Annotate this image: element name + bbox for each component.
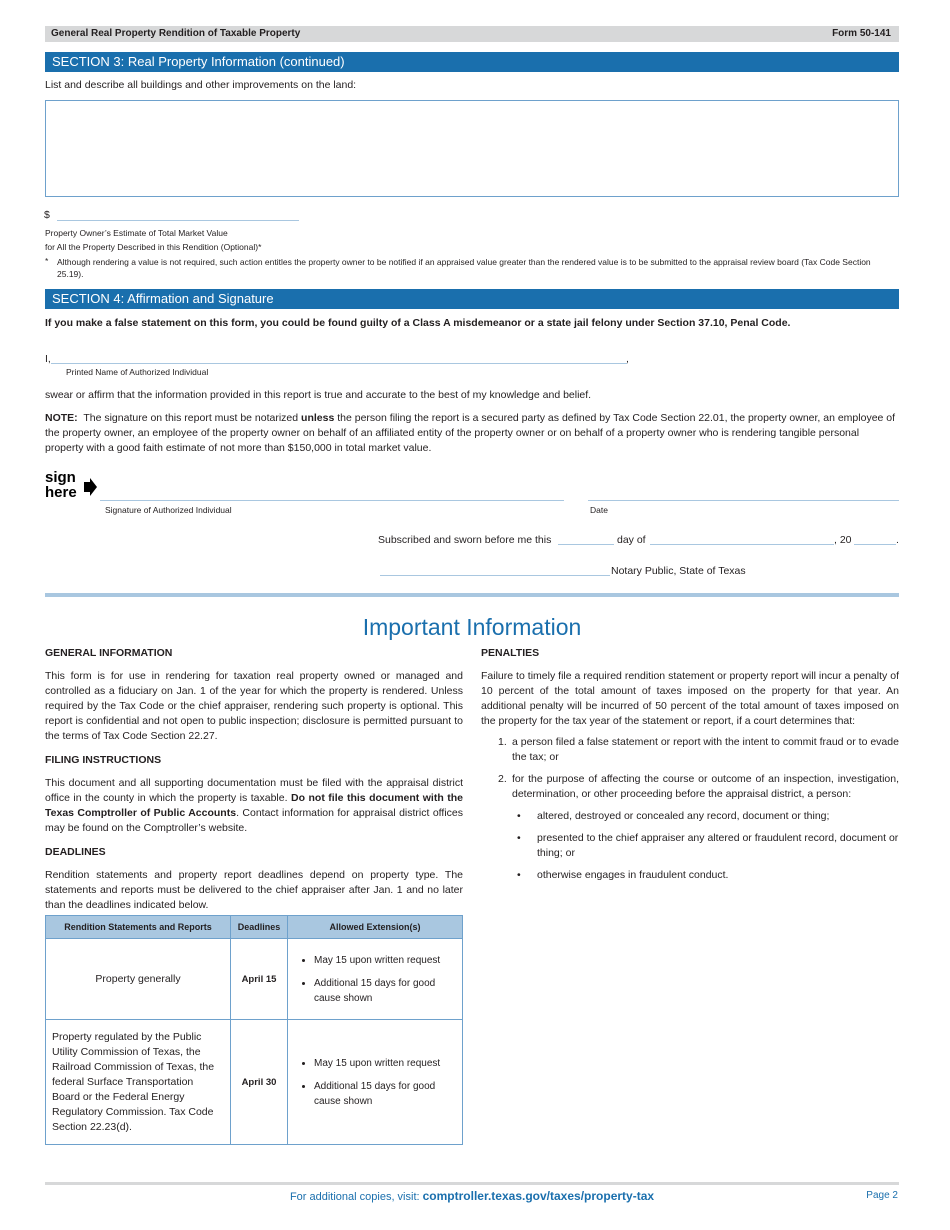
footer-copies: [0, 1189, 944, 1203]
month-input[interactable]: [650, 544, 834, 545]
penalty-bullet-text: altered, destroyed or concealed any record, document or thing;: [537, 810, 830, 822]
form-header: [45, 26, 899, 42]
market-value-label-line1: Property Owner’s Estimate of Total Market Value: [45, 228, 228, 238]
year-input[interactable]: [854, 544, 896, 545]
note-text-2: the person filing the report is a secured party as defined by Tax Code Section 22.01, the property owner, an employee of the property owner, an employee of the property owner on behalf of an affiliated entity of the property owner or on behalf of a property owner who is rendering tangible personal property with a good faith estimate of not more than $150,000 in total market value.: [45, 412, 896, 454]
signature-label: Signature of Authorized Individual: [105, 505, 232, 515]
improvements-textarea[interactable]: [45, 100, 899, 197]
table-header: Allowed Extension(s): [288, 916, 463, 939]
note-text-1: The signature on this report must be notarized: [83, 412, 299, 424]
sign-here-line1: sign: [45, 469, 76, 486]
penalty-text: a person filed a false statement or report with the intent to commit fraud or to evade the tax; or: [512, 736, 899, 763]
general-info-heading: GENERAL INFORMATION: [45, 647, 173, 659]
period: .: [896, 534, 899, 546]
table-header-row: [46, 916, 463, 939]
filing-bold: Do not file this document with the Texas Comptroller of Public Accounts: [45, 792, 464, 819]
table-header: Rendition Statements and Reports: [46, 916, 231, 939]
filing-text-1: This document and all supporting documentation must be filed with the appraisal district office in the county in which the property is taxable.: [45, 777, 463, 804]
notary-label: Notary Public, State of Texas: [611, 565, 746, 577]
penalty-bullet: [481, 809, 899, 824]
extension-item: • May 15 upon written request: [314, 953, 456, 968]
deadlines-text: Rendition statements and property report deadlines depend on property type. The statements and reports must be delivered to the chief appraiser after Jan. 1 and no later than the deadlines indicated below.: [45, 869, 463, 911]
currency-symbol: $: [44, 209, 50, 221]
note-bold: unless: [301, 412, 335, 424]
signature-input[interactable]: [100, 500, 564, 501]
penalty-text: for the purpose of affecting the course or outcome of an inspection, investigation, determination, or other proceeding before the appraisal district, a person:: [512, 773, 899, 800]
false-statement-warning: If you make a false statement on this form, you could be found guilty of a Class A misdemeanor or a state jail felony under Section 37.10, Penal Code.: [45, 317, 791, 329]
comptroller-link[interactable]: comptroller.texas.gov/taxes/property-tax: [422, 1189, 655, 1203]
printed-name-input[interactable]: [51, 363, 627, 364]
year-prefix: , 20: [834, 534, 852, 546]
extension-item: • May 15 upon written request: [314, 1056, 456, 1071]
subscribed-text: Subscribed and sworn before me this: [378, 534, 552, 546]
notary-note: [45, 411, 899, 456]
filing-instructions-text: [45, 776, 463, 836]
penalty-item: [481, 735, 899, 765]
form-number: Form 50-141: [832, 28, 891, 39]
deadline-cell: April 15: [231, 939, 288, 1020]
penalty-bullet: [481, 868, 899, 883]
market-value-input[interactable]: [57, 220, 299, 221]
extensions-cell: [288, 1020, 463, 1145]
general-info-text: This form is for use in rendering for taxation real property owned or managed and controlled as a fiduciary on Jan. 1 of the year for which the property is rendered. Unless required by the Tax Code or the chief appraiser, rendering such property is optional. This report is confidential and not open to public inspection; disclosure is permitted pursuant to the terms of Tax Code Section 22.27.: [45, 670, 463, 742]
i-label: I,: [45, 353, 51, 365]
printed-name-comma: ,: [626, 353, 629, 365]
swear-text: swear or affirm that the information provided in this report is true and accurate to the best of my knowledge and belief.: [45, 389, 592, 401]
section3-header: [45, 52, 899, 72]
right-column: [481, 647, 899, 883]
extensions-cell: [288, 939, 463, 1020]
bullet-icon: •: [517, 869, 521, 881]
sign-here-marker: [45, 470, 77, 500]
deadlines-heading: DEADLINES: [45, 846, 106, 858]
bullet-icon: •: [517, 810, 521, 822]
improvements-label: List and describe all buildings and other improvements on the land:: [45, 79, 357, 91]
market-value-label-line2: for All the Property Described in this Rendition (Optional)*: [45, 242, 262, 252]
market-value-label: [45, 226, 261, 254]
notary-signature-input[interactable]: [380, 575, 610, 576]
extension-item: • Additional 15 days for good cause shown: [314, 1079, 456, 1109]
arrow-right-icon: [84, 478, 98, 496]
penalties-heading: PENALTIES: [481, 647, 540, 659]
penalty-item: [481, 772, 899, 802]
footer-rule: [45, 1182, 899, 1185]
footnote-mark: *: [45, 256, 49, 266]
statement-cell: Property regulated by the Public Utility Commission of Texas, the Railroad Commission of Texas, the federal Surface Transportation Board or the Federal Energy Regulatory Commission. Tax Code Section 22.23(d).: [46, 1020, 231, 1145]
section-divider: [45, 593, 899, 597]
deadlines-table: [45, 915, 463, 1145]
deadline-cell: April 30: [231, 1020, 288, 1145]
penalty-bullet: [481, 831, 899, 861]
penalty-list: [481, 735, 899, 883]
section4-title: SECTION 4: Affirmation and Signature: [52, 291, 274, 306]
form-title: General Real Property Rendition of Taxable Property: [51, 28, 301, 39]
day-input[interactable]: [558, 544, 614, 545]
bullet-icon: •: [517, 832, 521, 844]
date-label: Date: [590, 505, 608, 515]
table-row: [46, 939, 463, 1020]
extension-item: • Additional 15 days for good cause shown: [314, 976, 456, 1006]
footnote-text: Although rendering a value is not required, such action entitles the property owner to be notified if an appraised value greater than the rendered value is to be submitted to the appraisal review board (Tax Code Section 25.19).: [57, 257, 871, 279]
section3-title: SECTION 3: Real Property Information (continued): [52, 54, 345, 69]
sign-here-line2: here: [45, 484, 77, 501]
printed-name-label: Printed Name of Authorized Individual: [66, 367, 209, 377]
left-column: [45, 647, 463, 913]
filing-instructions-heading: FILING INSTRUCTIONS: [45, 754, 162, 766]
penalty-number: 2.: [498, 773, 507, 785]
penalty-bullet-text: otherwise engages in fraudulent conduct.: [537, 869, 729, 881]
penalty-bullet-text: presented to the chief appraiser any altered or fraudulent record, document or thing; or: [537, 832, 899, 859]
filing-text-2: . Contact information for appraisal district offices may be found on the Comptroller’s website.: [45, 807, 464, 834]
page-number: Page 2: [866, 1190, 898, 1201]
statement-cell: Property generally: [46, 939, 231, 1020]
table-row: [46, 1020, 463, 1145]
date-input[interactable]: [588, 500, 899, 501]
table-header: Deadlines: [231, 916, 288, 939]
footer-copies-text: For additional copies, visit:: [289, 1191, 420, 1203]
penalties-text: Failure to timely file a required rendition statement or property report will incur a penalty of 10 percent of the total amount of taxes imposed on the property for that year. An additional penalty will be incurred of 50 percent of the total amount of taxes imposed on the property for the tax year of the statement or report, if a court determines that:: [481, 670, 899, 727]
section4-header: [45, 289, 899, 309]
important-info-title: Important Information: [362, 614, 582, 640]
note-label: NOTE:: [45, 412, 78, 424]
penalty-number: 1.: [498, 736, 507, 748]
day-of-label: day of: [617, 534, 646, 546]
